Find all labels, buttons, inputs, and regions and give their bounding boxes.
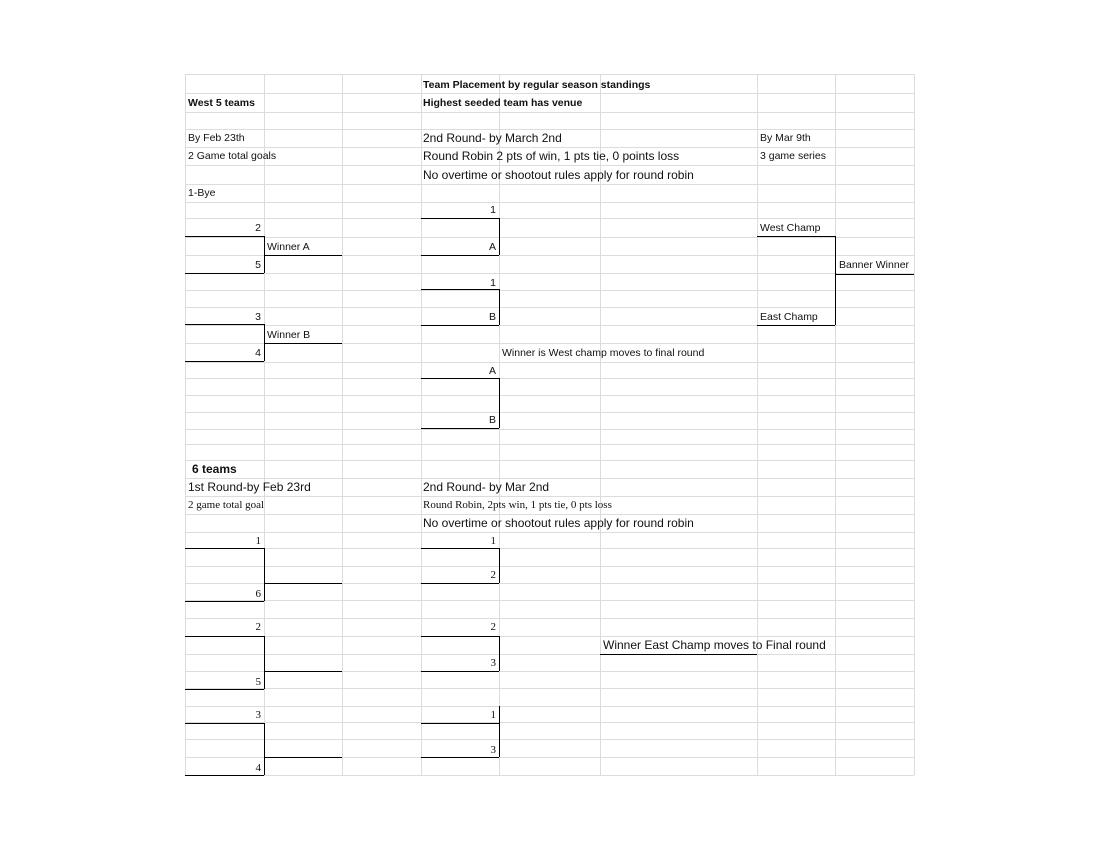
west-rr-b-1: B (488, 311, 496, 323)
east-rr-2a: 2 (490, 569, 496, 581)
east-round1: 1st Round-by Feb 23rd (188, 480, 311, 494)
east-seed-2: 2 (255, 621, 261, 633)
west-format-1: 2 Game total goals (188, 150, 277, 162)
west-rr-a-1: A (488, 241, 496, 253)
west-date-1: By Feb 23th (188, 132, 245, 144)
west-seed-5: 5 (255, 259, 261, 271)
east-champ: East Champ (760, 311, 818, 323)
east-rr-1b: 1 (490, 709, 496, 721)
east-seed-4: 4 (255, 762, 261, 774)
east-winner-note: Winner East Champ moves to Final round (603, 638, 826, 652)
title-placement: Team Placement by regular season standings (423, 79, 651, 91)
west-winner-note: Winner is West champ moves to final round (502, 347, 705, 359)
east-seed-5: 5 (255, 676, 261, 688)
west-rr-seed-1b: 1 (490, 277, 496, 289)
west-seed-3: 3 (255, 311, 261, 323)
west-seed-4: 4 (255, 347, 261, 359)
west-winner-a: Winner A (267, 241, 310, 253)
west-rr-a-2: A (488, 365, 496, 377)
east-seed-6: 6 (255, 588, 261, 600)
west-seed-2: 2 (255, 222, 261, 234)
east-round2: 2nd Round- by Mar 2nd (423, 480, 550, 494)
east-no-ot: No overtime or shootout rules apply for round robin (423, 516, 694, 530)
west-rr-seed-1a: 1 (490, 204, 496, 216)
final-format: 3 game series (760, 150, 826, 162)
west-heading: West 5 teams (188, 97, 255, 109)
west-round2: 2nd Round- by March 2nd (423, 131, 562, 145)
banner-winner: Banner Winner (839, 259, 910, 271)
east-rr-3b: 3 (490, 744, 496, 756)
east-seed-1: 1 (255, 535, 261, 547)
east-format-1: 2 game total goal (188, 499, 265, 511)
west-no-ot: No overtime or shootout rules apply for round robin (423, 168, 694, 182)
title-venue: Highest seeded team has venue (423, 97, 583, 109)
east-rr-rules: Round Robin, 2pts win, 1 pts tie, 0 pts loss (423, 499, 612, 511)
west-rr-rules: Round Robin 2 pts of win, 1 pts tie, 0 points loss (423, 149, 680, 163)
east-rr-3a: 3 (490, 657, 496, 669)
east-rr-1a: 1 (490, 535, 496, 547)
east-rr-2b: 2 (490, 621, 496, 633)
east-heading: 6 teams (192, 462, 237, 476)
east-seed-3: 3 (255, 709, 261, 721)
west-champ: West Champ (760, 222, 821, 234)
west-rr-b-2: B (488, 414, 496, 426)
final-date: By Mar 9th (760, 132, 811, 144)
west-bye: 1-Bye (188, 187, 216, 199)
west-winner-b: Winner B (267, 329, 311, 341)
